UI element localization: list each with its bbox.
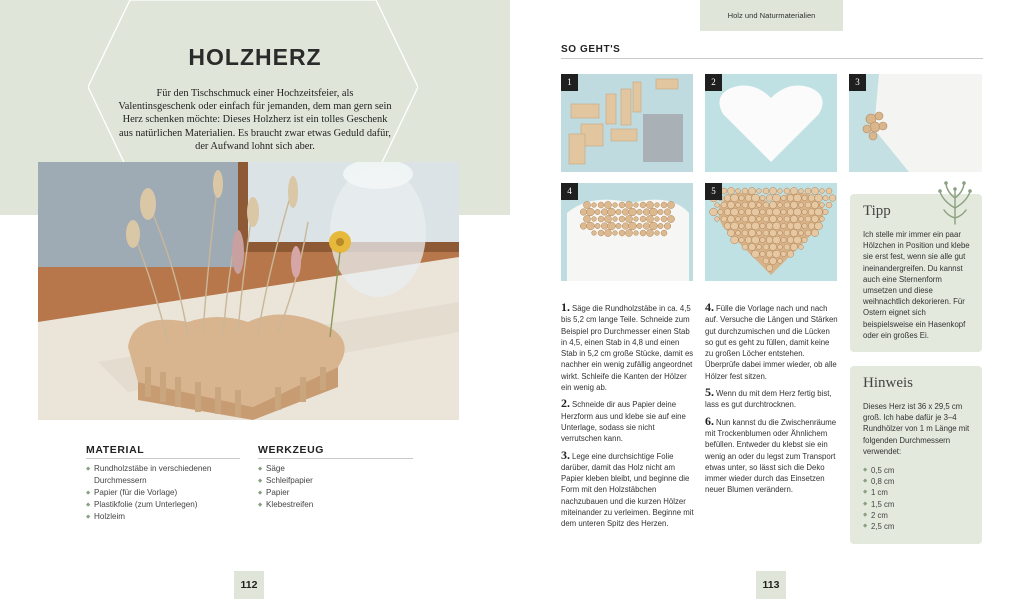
list-item: ◆ 1 cm [863,487,963,498]
hinweis-box [850,366,982,544]
list-item: ◆ Papier [258,487,413,499]
step-number: 2. [561,396,570,411]
werkzeug-list [258,463,413,511]
tipp-text: Ich stelle mir immer ein paar Hölzchen in Position und klebe sie erst fest, wenn sie alle gut ineinandergreifen. Du kannst auch eine Sternenform umsetzen und diese weihnachtlich dekorieren. Für Ostern eignet sich beispielsweise ein Hasenkopf oder ein großes Ei. [863,230,970,340]
werkzeug-heading: WERKZEUG [258,444,325,456]
step-photo-2 [705,74,837,172]
step-photo-number: 5 [705,183,722,200]
tipp-heading: Tipp [863,203,891,219]
step-4 [705,302,839,382]
step-photo-number: 1 [561,74,578,91]
step-photo-number: 4 [561,183,578,200]
list-item: ◆ 0,8 cm [863,476,963,487]
main-photo-holzherz [38,162,459,420]
page-number-left: 112 [234,571,264,599]
step-6 [705,413,839,496]
list-item: ◆ Schleifpapier [258,475,413,487]
list-item: ◆ 1,5 cm [863,499,963,510]
chapter-tab: Holz und Naturmaterialien [700,0,843,31]
material-heading: MATERIAL [86,444,145,456]
list-item: ◆ 2,5 cm [863,521,963,532]
step-5 [705,387,839,411]
steps-column-2 [705,302,839,496]
material-divider [86,458,240,459]
section-title: SO GEHT'S [561,44,621,55]
step-text: Nun kannst du die Zwischenräume mit Trockenblumen oder Ähnlichem befüllen. Entweder du klebst sie ein wenig an oder du legst zum Transport etwas unter, so lässt sich die Deko immer wieder durch das Einsetzen neuer Blumen verändern. [705,417,837,495]
step-photo-1 [561,74,693,172]
material-list [86,463,241,523]
step-number: 6. [705,413,714,428]
hinweis-heading: Hinweis [863,375,913,391]
step-2 [561,398,695,444]
step-text: Lege eine durchsichtige Folie darüber, damit das Holz nicht am Papier kleben bleibt, und beginne die Form mit den Holzstäbchen nachzubauen und die kurzen Hölzer miteinander zu verleimen. Beginne mit dem unteren Spitz des Herzen. [561,451,694,529]
list-item: ◆ Rundholzstäbe in verschiedenen Durchmessern [86,463,241,487]
step-number: 4. [705,300,714,314]
plant-sprig-icon [934,178,976,226]
step-number: 3. [561,447,570,462]
diameter-list [863,465,963,532]
intro-text: Für den Tischschmuck einer Hochzeitsfeier, als Valentinsgeschenk oder einfach für jemanden, dem man gern sein Herz schenken möchte: Dieses Holzherz ist ein tolles Geschenk aus natürlichen Materialien. Es braucht zwar etwas Geduld dafür, der Aufwand lohnt sich aber. [118,88,392,152]
step-text: Fülle die Vorlage nach und nach auf. Versuche die Längen und Stärken gut durchzumischen und die Lücken so gut es geht zu füllen, damit keine zu großen Löcher entstehen. Überprüfe dabei immer wieder, ob alle Hölzer fest sitzen. [705,304,838,381]
step-number: 1. [561,300,570,314]
section-divider [561,58,983,59]
werkzeug-divider [258,458,413,459]
step-photo-number: 2 [705,74,722,91]
list-item: ◆ 0,5 cm [863,465,963,476]
step-1 [561,302,695,393]
list-item: ◆ Klebestreifen [258,499,413,511]
step-photo-3 [849,74,982,172]
list-item: ◆ Holzleim [86,511,241,523]
step-text: Schneide dir aus Papier deine Herzform aus und klebe sie auf eine Unterlage, sodass sie nicht verrutschen kann. [561,400,686,444]
list-item: ◆ 2 cm [863,510,963,521]
hinweis-text: Dieses Herz ist 36 x 29,5 cm groß. Ich habe dafür je 3–4 Rundhölzer von 1 m Länge mit folgenden Durchmessern verwendet: [863,402,970,456]
step-text: Säge die Rundholzstäbe in ca. 4,5 bis 5,2 cm lange Teile. Schneide zum Beispiel pro Durchmesser einen Stab in 4,5, einen Stab in 4,8 und einen Stab in 5,2 cm große Stücke, damit es nachher ein wenig zufällig angeordnet wirkt. Schleife die Kanten der Hölzer ein wenig ab. [561,304,694,393]
step-photo-4 [561,183,693,281]
list-item: ◆ Säge [258,463,413,475]
step-text: Wenn du mit dem Herz fertig bist, lass es gut durchtrocknen. [705,389,832,410]
list-item: ◆ Papier (für die Vorlage) [86,487,241,499]
step-photo-number: 3 [849,74,866,91]
list-item: ◆ Plastikfolie (zum Unterlegen) [86,499,241,511]
step-photo-5 [705,183,837,281]
page-title: HOLZHERZ [188,44,322,70]
steps-column-1 [561,302,695,530]
step-3 [561,447,695,530]
page-number-right: 113 [756,571,786,599]
step-number: 5. [705,385,714,400]
